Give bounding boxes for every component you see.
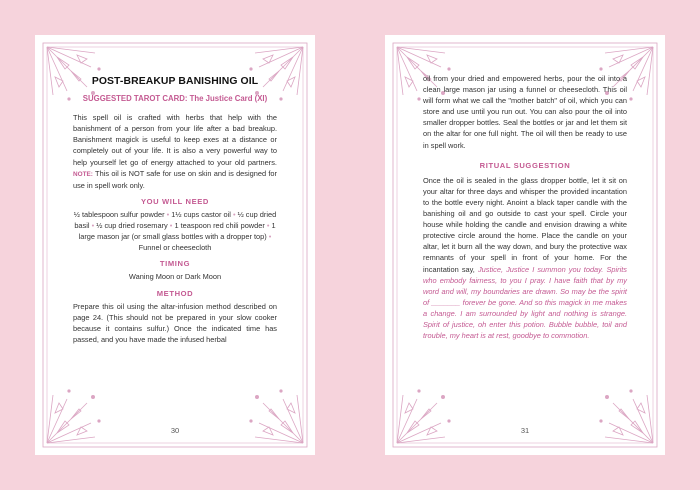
corner-ornament bbox=[250, 390, 303, 443]
bullet-dot: • bbox=[268, 232, 272, 242]
ingredient-item: ½ cup dried rosemary bbox=[96, 221, 168, 231]
ingredient-item: ½ tablespoon sulfur powder bbox=[73, 209, 165, 219]
right-page bbox=[385, 35, 665, 455]
tarot-card-subtitle: SUGGESTED TAROT CARD: The Justice Card (XI) bbox=[82, 94, 268, 104]
note-text: This oil is NOT safe for use on skin and is designed for use in spell work only. bbox=[73, 168, 277, 190]
method-heading: METHOD bbox=[156, 288, 194, 298]
you-will-need-heading: YOU WILL NEED bbox=[141, 196, 209, 206]
note-label: NOTE: bbox=[73, 170, 93, 178]
bullet-dot: • bbox=[232, 209, 236, 219]
timing-text: Waning Moon or Dark Moon bbox=[128, 272, 222, 282]
ritual-text: Once the oil is sealed in the glass dropper bottle, let it sit on your altar for three days and whisper the provided incantation to the bottle every night. Anoint a black taper candle with the banishing oil and go outside to cast your spell. Circle your house while holding the candle and envision drawing a white protective circle around the home. Place the candle on your altar, let it burn all the way down, and bury the protective wax remnants of your spell in front of your home. For the incantation say, bbox=[423, 175, 627, 274]
page-number: 31 bbox=[520, 426, 530, 435]
page-number: 30 bbox=[170, 426, 180, 435]
intro-paragraph bbox=[73, 112, 277, 191]
continuation-paragraph: oil from your dried and empowered herbs, pour the oil into a clean large mason jar using a funnel or cheesecloth. This oil will form what we call the "mother batch" of oil, which you can store and use until you run out. You can also pour the oil into smaller dropper bottles. Seal the bottles or jar and let them sit on the altar for one full night. The oil will then be ready to use in spell work. bbox=[423, 74, 627, 150]
ritual-suggestion-heading: RITUAL SUGGESTION bbox=[479, 160, 571, 170]
left-page bbox=[35, 35, 315, 455]
ingredient-item: 1½ cups castor oil bbox=[171, 209, 231, 219]
incantation-text: Justice, Justice I summon you today. Spirits who embody fairness, to you I pray. I have faith that by my word and will, my boundaries are drawn. So may be the spirit of _______ forever be gone. And so this magick in me makes a change. I am surrounded by light and nothing is strange. Spirit of justice, oh enter this potion. Bubble bubble, toil and trouble, my heart is at rest, goodbye to commotion. bbox=[423, 264, 627, 341]
ingredient-item: 1 large mason jar (or small glass bottles with a dropper top) bbox=[78, 221, 276, 242]
page-content bbox=[73, 73, 277, 345]
ritual-paragraph bbox=[423, 175, 627, 341]
bullet-dot: • bbox=[166, 209, 170, 219]
method-paragraph: Prepare this oil using the altar-infusion method described on page 24. (This should not be prepared in your slow cooker because it contains sulfur.) Once the indicated time has passed, and you have made the infused herbal bbox=[73, 301, 277, 344]
ingredient-item: ½ cup dried basil bbox=[74, 209, 277, 231]
corner-ornament bbox=[47, 390, 100, 443]
bullet-dot: • bbox=[169, 221, 173, 231]
recipe-title: POST-BREAKUP BANISHING OIL bbox=[91, 76, 259, 87]
ingredients-list bbox=[73, 209, 277, 253]
page-content bbox=[423, 73, 627, 341]
corner-ornament bbox=[397, 390, 450, 443]
bullet-dot: • bbox=[91, 221, 95, 231]
ingredient-item: Funnel or cheesecloth bbox=[138, 243, 212, 253]
bullet-dot: • bbox=[266, 221, 270, 231]
corner-ornament bbox=[600, 390, 653, 443]
ingredient-item: 1 teaspoon red chili powder bbox=[174, 221, 265, 231]
timing-heading: TIMING bbox=[159, 259, 191, 269]
intro-text: This spell oil is crafted with herbs that help with the banishment of a person from your life after a bad breakup. Banishment magick is useful to keep exes at a distance or completely out of your life. It is also a very powerful way to help yourself let go of energy attached to your old partners. bbox=[73, 113, 277, 167]
